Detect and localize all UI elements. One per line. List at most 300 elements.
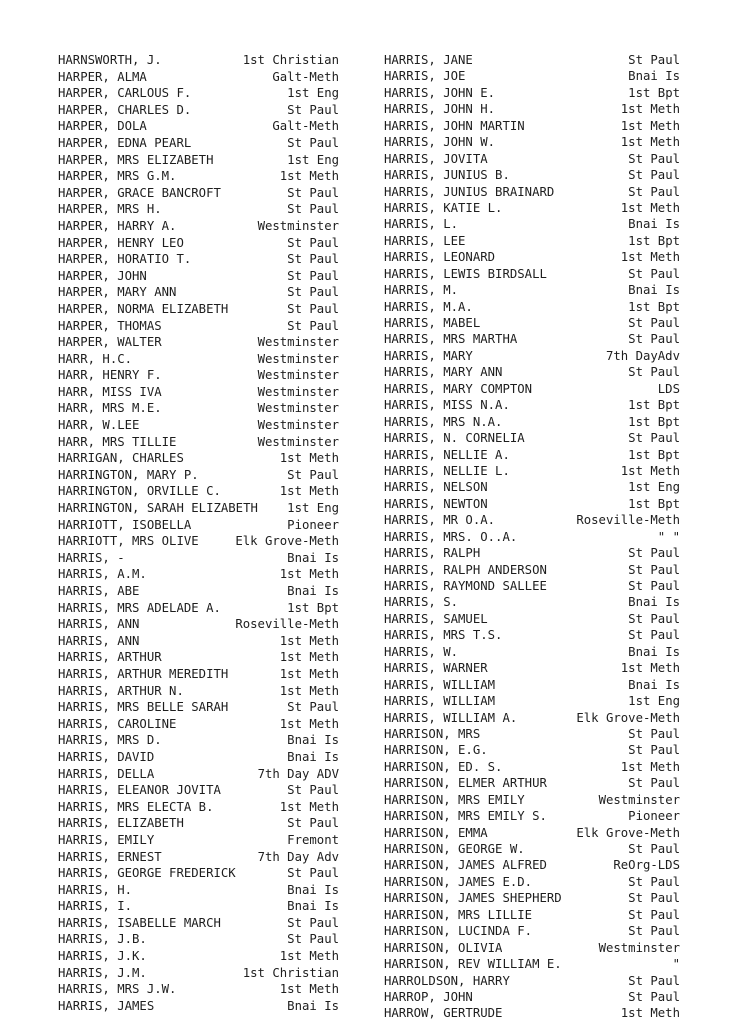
entry-church: 1st Meth (620, 759, 680, 774)
entry-name: HARRIS, MR O.A. (384, 513, 496, 528)
directory-entry (384, 430, 680, 446)
entry-church: 1st Bpt (628, 233, 680, 248)
directory-entry (58, 533, 339, 550)
directory-entry (58, 168, 339, 185)
entry-church: St Paul (628, 332, 680, 347)
directory-entry (384, 68, 680, 84)
entry-name: HARRIS, MRS N.A. (384, 414, 503, 429)
entry-name: HARRISON, OLIVIA (384, 940, 503, 955)
entry-church: 1st Eng (287, 86, 339, 101)
entry-name: HARRIS, S. (384, 595, 459, 610)
directory-entry (384, 479, 680, 495)
directory-entry (58, 384, 339, 401)
entry-church: Bnai Is (287, 733, 339, 748)
entry-name: HARRIS, MRS. O..A. (384, 529, 518, 544)
entry-name: HARPER, MARY ANN (58, 285, 177, 300)
entry-church: St Paul (287, 135, 339, 150)
directory-entry (384, 299, 680, 315)
entry-church: Pioneer (628, 809, 680, 824)
entry-name: HARROP, JOHN (384, 989, 473, 1004)
directory-entry (58, 52, 339, 69)
entry-name: HARRIS, ELIZABETH (58, 816, 184, 831)
entry-church: St Paul (287, 252, 339, 267)
entry-name: HARPER, EDNA PEARL (58, 135, 192, 150)
directory-entry (58, 865, 339, 882)
entry-church: St Paul (628, 151, 680, 166)
entry-church: St Paul (628, 431, 680, 446)
entry-name: HARRIS, WILLIAM (384, 677, 496, 692)
entry-church: St Paul (287, 318, 339, 333)
entry-name: HARRIS, WILLIAM A. (384, 710, 518, 725)
entry-church: 1st Meth (620, 1006, 680, 1021)
directory-entry (58, 135, 339, 152)
entry-church: " (672, 957, 680, 972)
entry-name: HARRIS, ARTHUR (58, 650, 162, 665)
directory-entry (58, 683, 339, 700)
entry-name: HARRIS, JANE (384, 53, 473, 67)
left-column (58, 52, 339, 1014)
entry-name: HARPER, MRS H. (58, 202, 162, 217)
entry-name: HARPER, ALMA (58, 69, 147, 84)
entry-name: HARRIS, MRS D. (58, 733, 162, 748)
entry-church: St Paul (628, 562, 680, 577)
directory-entry (384, 808, 680, 824)
entry-church: 7th DayAdv (605, 348, 680, 363)
directory-entry (384, 184, 680, 200)
entry-name: HARRIS, RALPH ANDERSON (384, 562, 547, 577)
directory-entry (58, 882, 339, 899)
entry-church: 1st Meth (279, 799, 339, 814)
directory-entry (384, 381, 680, 397)
directory-entry (384, 85, 680, 101)
directory-entry (58, 931, 339, 948)
entry-name: HARRIS, ABE (58, 584, 140, 598)
entry-church: St Paul (628, 743, 680, 758)
directory-entry (384, 151, 680, 167)
entry-name: HARRIS, NEWTON (384, 496, 488, 511)
directory-entry (384, 249, 680, 265)
entry-church: 1st Eng (287, 152, 339, 167)
directory-entry (58, 85, 339, 102)
entry-name: HARPER, CARLOUS F. (58, 86, 192, 101)
entry-name: HARRIS, MARY (384, 348, 473, 363)
entry-name: HARRIS, LEONARD (384, 250, 496, 265)
directory-entry (58, 799, 339, 816)
directory-entry (384, 529, 680, 545)
entry-church: Westminster (257, 401, 339, 416)
directory-entry (384, 677, 680, 693)
entry-church: St Paul (287, 268, 339, 283)
directory-entry (58, 268, 339, 285)
directory-entry (58, 583, 339, 600)
directory-entry (384, 101, 680, 117)
entry-church: 1st Meth (279, 633, 339, 648)
directory-entry (384, 742, 680, 758)
entry-name: HARPER, DOLA (58, 119, 147, 134)
entry-name: HARRIS, JUNIUS B. (384, 168, 510, 183)
entry-church: 1st Meth (620, 463, 680, 478)
entry-name: HARRIS, RALPH (384, 546, 481, 561)
entry-church: Westminster (257, 434, 339, 449)
entry-church: 1st Meth (620, 661, 680, 676)
entry-church: 1st Eng (287, 501, 339, 516)
directory-entry (58, 517, 339, 534)
entry-name: HARRIS, ISABELLE MARCH (58, 915, 221, 930)
entry-name: HARRIS, M. (384, 283, 459, 298)
entry-church: St Paul (287, 285, 339, 300)
directory-entry (58, 367, 339, 384)
entry-name: HARRINGTON, SARAH ELIZABETH (58, 501, 258, 516)
directory-entry (384, 397, 680, 413)
entry-church: 1st Christian (242, 965, 339, 980)
entry-church: " " (657, 529, 680, 544)
entry-name: HARRIS, NELSON (384, 480, 488, 495)
entry-church: Elk Grove-Meth (235, 534, 339, 549)
entry-name: HARRIS, NELLIE L. (384, 463, 510, 478)
entry-church: St Paul (628, 874, 680, 889)
entry-name: HARRIS, GEORGE FREDERICK (58, 866, 236, 881)
entry-name: HARRIS, JAMES (58, 998, 155, 1013)
directory-entry (58, 318, 339, 335)
entry-church: 1st Meth (279, 683, 339, 698)
entry-church: Bnai Is (287, 584, 339, 598)
directory-entry (58, 998, 339, 1015)
directory-entry (58, 185, 339, 202)
entry-church: St Paul (287, 185, 339, 200)
entry-name: HARRIS, CAROLINE (58, 716, 177, 731)
entry-church: 1st Bpt (628, 85, 680, 100)
directory-entry (58, 965, 339, 982)
entry-church: Bnai Is (628, 644, 680, 659)
entry-church: Westminster (598, 792, 680, 807)
directory-entry (384, 825, 680, 841)
entry-church: 7th Day ADV (257, 766, 339, 781)
entry-church: Galt-Meth (272, 119, 339, 134)
entry-church: 1st Meth (279, 982, 339, 997)
directory-entry (58, 500, 339, 517)
directory-entry (58, 749, 339, 766)
directory-entry (58, 235, 339, 252)
entry-name: HARRIS, JOHN MARTIN (384, 118, 525, 133)
entry-church: St Paul (628, 628, 680, 643)
entry-church: St Paul (287, 816, 339, 831)
directory-entry (384, 857, 680, 873)
directory-entry (58, 218, 339, 235)
entry-name: HARPER, THOMAS (58, 318, 162, 333)
entry-name: HARRISON, LUCINDA F. (384, 924, 533, 939)
entry-name: HARRISON, MRS EMILY S. (384, 809, 547, 824)
entry-name: HARRIS, A.M. (58, 567, 147, 582)
entry-name: HARRISON, JAMES E.D. (384, 874, 533, 889)
entry-church: 1st Meth (279, 716, 339, 731)
entry-name: HARRIS, MRS T.S. (384, 628, 503, 643)
entry-church: St Paul (287, 700, 339, 715)
directory-entry (384, 331, 680, 347)
entry-name: HARPER, MRS G.M. (58, 169, 177, 184)
directory-entry (58, 732, 339, 749)
directory-entry (384, 52, 680, 68)
directory-entry (58, 766, 339, 783)
entry-name: HARRINGTON, ORVILLE C. (58, 484, 221, 499)
directory-entry (384, 578, 680, 594)
entry-name: HARR, H.C. (58, 351, 133, 366)
entry-name: HARRIS, JOHN E. (384, 85, 496, 100)
entry-church: 1st Meth (279, 666, 339, 681)
directory-entry (384, 759, 680, 775)
entry-name: HARRIS, SAMUEL (384, 611, 488, 626)
entry-name: HARRIS, MISS N.A. (384, 398, 510, 413)
directory-entry (384, 447, 680, 463)
entry-church: Bnai Is (628, 677, 680, 692)
directory-entry (384, 660, 680, 676)
entry-church: St Paul (287, 301, 339, 316)
directory-entry (58, 69, 339, 86)
entry-name: HARPER, MRS ELIZABETH (58, 152, 214, 167)
entry-church: St Paul (628, 316, 680, 330)
entry-name: HARPER, HENRY LEO (58, 235, 184, 250)
entry-name: HARRIOTT, ISOBELLA (58, 517, 192, 532)
entry-name: HARRIS, J.B. (58, 932, 147, 947)
entry-church: St Paul (628, 973, 680, 988)
directory-entry (384, 545, 680, 561)
entry-name: HARRIS, JOHN W. (384, 135, 496, 150)
entry-church: Westminster (598, 940, 680, 955)
directory-entry (58, 633, 339, 650)
entry-name: HARRIS, DELLA (58, 766, 155, 781)
entry-name: HARRIS, I. (58, 899, 133, 914)
entry-church: 1st Bpt (628, 496, 680, 511)
entry-church: St Paul (287, 202, 339, 217)
directory-entry (58, 334, 339, 351)
entry-church: Bnai Is (628, 217, 680, 232)
entry-name: HARRISON, GEORGE W. (384, 842, 525, 856)
entry-name: HARR, W.LEE (58, 418, 140, 433)
directory-entry (384, 364, 680, 380)
entry-church: 1st Eng (628, 694, 680, 709)
entry-church: St Paul (628, 611, 680, 626)
entry-church: Fremont (287, 832, 339, 847)
entry-church: Westminster (257, 218, 339, 233)
entry-name: HARRIS, EMILY (58, 832, 155, 847)
directory-entry (58, 400, 339, 417)
entry-name: HARRIS, KATIE L. (384, 200, 503, 215)
right-column (384, 52, 680, 1022)
directory-entry (384, 644, 680, 660)
entry-name: HARRIOTT, MRS OLIVE (58, 534, 199, 549)
directory-entry (58, 649, 339, 666)
entry-church: LDS (657, 381, 680, 396)
directory-entry (58, 351, 339, 368)
entry-name: HARRIS, JOHN H. (384, 102, 496, 117)
directory-entry (384, 233, 680, 249)
directory-entry (58, 898, 339, 915)
directory-entry (58, 467, 339, 484)
directory-entry (384, 792, 680, 808)
entry-church: St Paul (628, 546, 680, 561)
entry-name: HARPER, NORMA ELIZABETH (58, 301, 229, 316)
entry-church: 1st Meth (279, 169, 339, 184)
entry-church: Bnai Is (287, 550, 339, 565)
directory-entry (384, 496, 680, 512)
entry-name: HARRISON, MRS EMILY (384, 792, 525, 807)
entry-name: HARR, MISS IVA (58, 384, 162, 399)
entry-name: HARRIS, MRS ADELADE A. (58, 600, 221, 615)
entry-name: HARR, MRS TILLIE (58, 434, 177, 449)
entry-name: HARRIS, L. (384, 217, 459, 232)
entry-church: Westminster (257, 351, 339, 366)
directory-entry (384, 348, 680, 364)
entry-name: HARPER, HARRY A. (58, 218, 177, 233)
entry-church: St Paul (628, 842, 680, 856)
entry-church: Bnai Is (628, 595, 680, 610)
entry-name: HARRIS, ARTHUR N. (58, 683, 184, 698)
entry-name: HARR, HENRY F. (58, 368, 162, 383)
entry-church: 1st Bpt (628, 299, 680, 314)
directory-entry (58, 483, 339, 500)
directory-entry (384, 874, 680, 890)
entry-name: HARRIS, J.K. (58, 949, 147, 964)
entry-name: HARROLDSON, HARRY (384, 973, 510, 988)
directory-entry (384, 989, 680, 1005)
entry-church: Bnai Is (628, 69, 680, 84)
entry-church: St Paul (628, 924, 680, 939)
entry-name: HARR, MRS M.E. (58, 401, 162, 416)
entry-name: HARRISON, REV WILLIAM E. (384, 957, 562, 972)
entry-name: HARRIS, - (58, 550, 125, 565)
entry-church: St Paul (628, 907, 680, 922)
directory-entry (384, 463, 680, 479)
directory-entry (58, 118, 339, 135)
entry-name: HARRIGAN, CHARLES (58, 451, 184, 466)
entry-church: 1st Bpt (287, 600, 339, 615)
directory-entry (384, 775, 680, 791)
entry-name: HARRIS, MRS BELLE SARAH (58, 700, 229, 715)
entry-name: HARRIS, DAVID (58, 749, 155, 764)
directory-entry (58, 417, 339, 434)
entry-name: HARROW, GERTRUDE (384, 1006, 503, 1021)
entry-church: 1st Bpt (628, 398, 680, 413)
entry-name: HARRISON, E.G. (384, 743, 488, 758)
directory-entry (384, 710, 680, 726)
directory-entry (58, 832, 339, 849)
entry-name: HARRIS, M.A. (384, 299, 473, 314)
entry-church: St Paul (628, 776, 680, 791)
entry-church: 1st Meth (279, 484, 339, 499)
entry-church: St Paul (628, 365, 680, 380)
entry-church: Westminster (257, 384, 339, 399)
directory-entry (384, 940, 680, 956)
entry-church: 1st Meth (279, 650, 339, 665)
entry-church: St Paul (628, 989, 680, 1004)
entry-church: St Paul (287, 783, 339, 798)
entry-name: HARRISON, EMMA (384, 825, 488, 840)
entry-church: St Paul (287, 866, 339, 881)
entry-church: St Paul (628, 726, 680, 741)
entry-name: HARPER, JOHN (58, 268, 147, 283)
entry-church: Roseville-Meth (235, 617, 339, 632)
entry-church: 1st Meth (620, 200, 680, 215)
entry-name: HARRIS, LEE (384, 233, 466, 248)
directory-entry (384, 693, 680, 709)
entry-church: 1st Meth (620, 135, 680, 150)
directory-entry (58, 301, 339, 318)
directory-entry (384, 907, 680, 923)
entry-name: HARPER, CHARLES D. (58, 102, 192, 117)
entry-name: HARRIS, MRS ELECTA B. (58, 799, 214, 814)
directory-entry (384, 512, 680, 528)
directory-entry (384, 956, 680, 972)
entry-name: HARRIS, WILLIAM (384, 694, 496, 709)
entry-name: HARRISON, MRS LILLIE (384, 907, 533, 922)
entry-church: Roseville-Meth (576, 513, 680, 528)
directory-entry (58, 102, 339, 119)
entry-church: St Paul (628, 891, 680, 906)
entry-name: HARRIS, ARTHUR MEREDITH (58, 666, 229, 681)
entry-church: Bnai Is (628, 283, 680, 298)
entry-church: Elk Grove-Meth (576, 825, 680, 840)
entry-name: HARRIS, RAYMOND SALLEE (384, 579, 547, 593)
entry-church: 1st Meth (620, 102, 680, 117)
entry-church: St Paul (287, 915, 339, 930)
entry-name: HARRISON, ED. S. (384, 759, 503, 774)
entry-name: HARRIS, JOE (384, 69, 466, 84)
entry-church: 7th Day Adv (257, 849, 339, 864)
entry-name: HARRIS, MABEL (384, 316, 481, 330)
entry-name: HARRISON, ELMER ARTHUR (384, 776, 547, 791)
directory-entry (58, 201, 339, 218)
directory-entry (384, 282, 680, 298)
entry-church: St Paul (287, 467, 339, 482)
entry-church: Bnai Is (287, 749, 339, 764)
entry-church: 1st Meth (279, 451, 339, 466)
entry-church: St Paul (287, 235, 339, 250)
entry-name: HARRIS, JUNIUS BRAINARD (384, 184, 555, 199)
directory-entry (58, 716, 339, 733)
entry-name: HARRIS, H. (58, 882, 133, 897)
entry-church: St Paul (628, 184, 680, 199)
entry-church: Westminster (257, 335, 339, 350)
directory-entry (58, 450, 339, 467)
entry-name: HARRIS, N. CORNELIA (384, 431, 525, 446)
directory-entry (58, 815, 339, 832)
entry-church: St Paul (628, 266, 680, 281)
entry-name: HARPER, WALTER (58, 335, 162, 350)
directory-entry (384, 167, 680, 183)
entry-church: St Paul (628, 53, 680, 67)
directory-entry (58, 251, 339, 268)
entry-name: HARRISON, MRS (384, 726, 481, 741)
entry-church: 1st Meth (279, 949, 339, 964)
entry-name: HARRIS, ERNEST (58, 849, 162, 864)
entry-church: 1st Christian (242, 53, 339, 67)
entry-church: Bnai Is (287, 899, 339, 914)
entry-name: HARRIS, W. (384, 644, 459, 659)
directory-entry (384, 594, 680, 610)
directory-entry (58, 948, 339, 965)
entry-name: HARRIS, ELEANOR JOVITA (58, 783, 221, 798)
directory-entry (58, 600, 339, 617)
entry-church: 1st Eng (628, 480, 680, 495)
directory-entry (58, 915, 339, 932)
entry-name: HARRIS, MARY ANN (384, 365, 503, 380)
entry-name: HARRISON, JAMES ALFRED (384, 858, 547, 873)
directory-entry (58, 849, 339, 866)
directory-entry (384, 627, 680, 643)
entry-name: HARRIS, ANN (58, 617, 140, 632)
directory-entry (58, 981, 339, 998)
entry-name: HARRIS, ANN (58, 633, 140, 648)
directory-entry (58, 666, 339, 683)
